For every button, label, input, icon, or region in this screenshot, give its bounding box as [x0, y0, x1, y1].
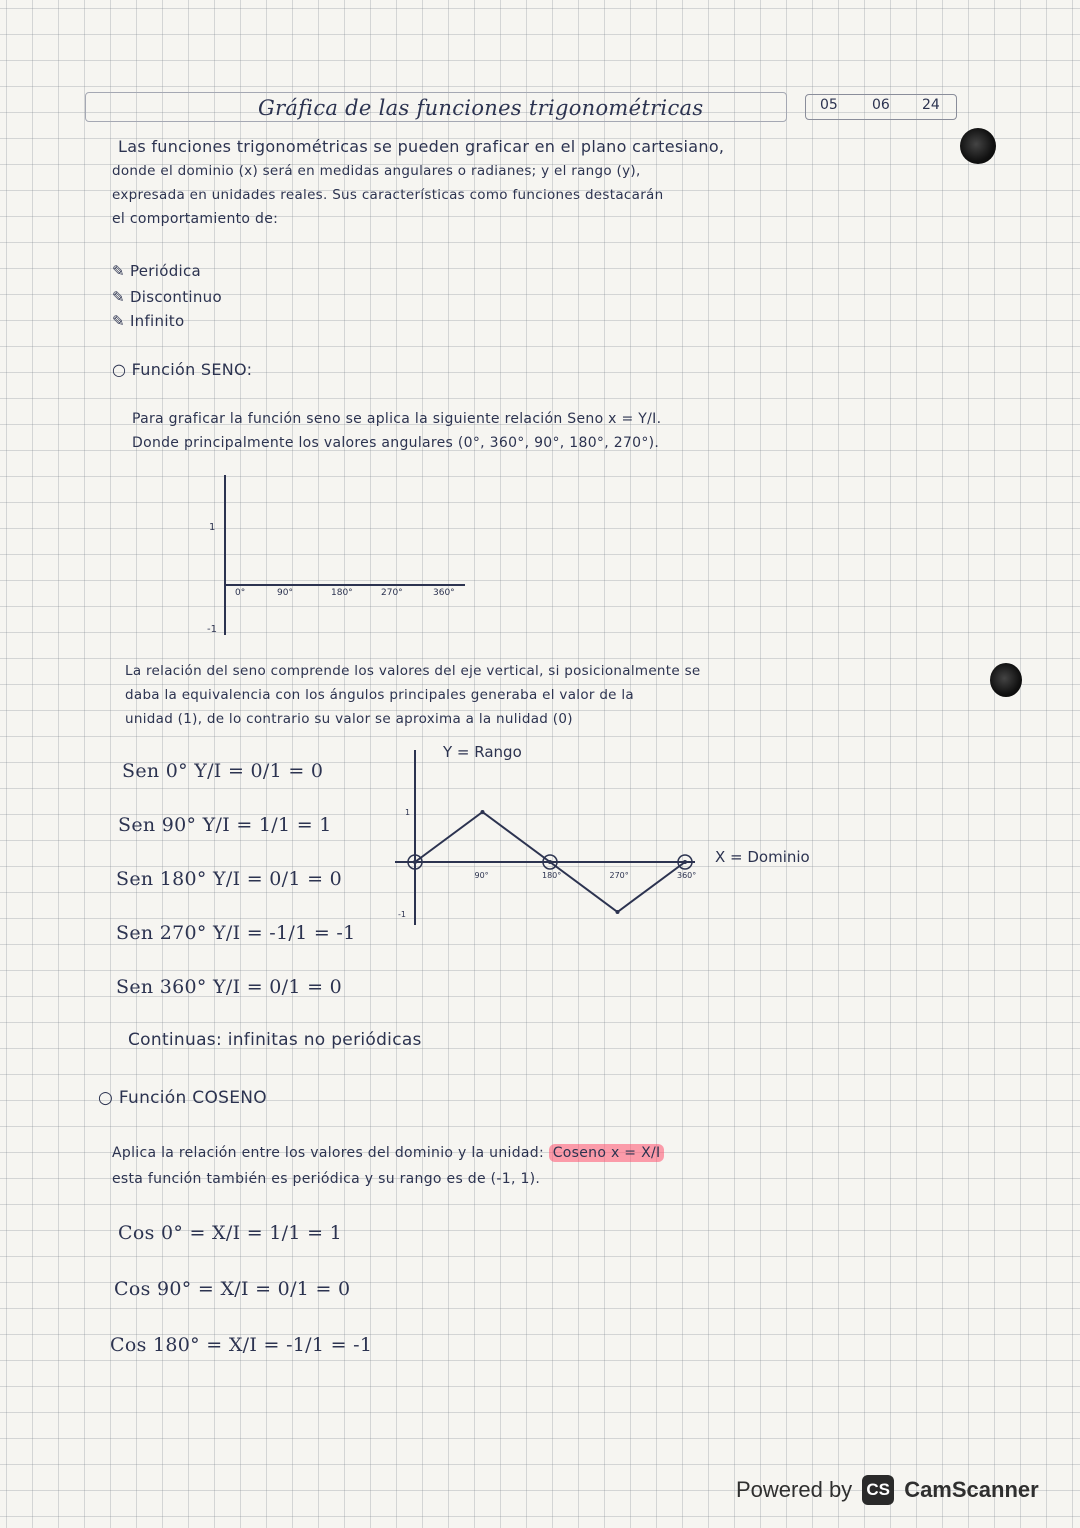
- circle-bullet-icon: ○: [98, 1088, 119, 1108]
- trait-periodica: ✎ Periódica: [112, 262, 202, 280]
- camscanner-logo-icon: CS: [862, 1475, 894, 1505]
- graph2-y-tick-1: 1: [405, 808, 411, 817]
- intro-line-2: donde el dominio (x) será en medidas angulares o radianes; y el rango (y),: [112, 163, 641, 179]
- graph1-x-tick-90: 90°: [277, 588, 293, 598]
- seno-para-2: Donde principalmente los valores angulares (0°, 360°, 90°, 180°, 270°).: [132, 435, 660, 451]
- graph1-y-tick-1: 1: [209, 522, 216, 533]
- sen-equation-360: Sen 360° Y/I = 0/1 = 0: [116, 976, 343, 998]
- sine-data-point: [548, 860, 552, 864]
- coseno-heading: ○ Función COSENO: [98, 1088, 267, 1108]
- graph2-y-tick-minus1: -1: [398, 910, 406, 919]
- graph1-x-tick-0: 0°: [235, 588, 246, 598]
- sine-wave-chart: [395, 735, 855, 930]
- sine-data-point: [481, 810, 485, 814]
- continuas-note: Continuas: infinitas no periódicas: [128, 1030, 422, 1050]
- graph2-x-label: X = Dominio: [715, 848, 810, 866]
- intro-line-1: Las funciones trigonométricas se pueden graficar en el plano cartesiano,: [118, 137, 725, 156]
- intro-line-4: el comportamiento de:: [112, 211, 279, 227]
- cos-equation-0: Cos 0° = X/I = 1/1 = 1: [118, 1222, 343, 1244]
- bullet-mark-icon: ✎: [112, 262, 130, 280]
- sen-equation-180: Sen 180° Y/I = 0/1 = 0: [116, 868, 343, 890]
- graph1-x-tick-180: 180°: [331, 588, 353, 598]
- cos-equation-90: Cos 90° = X/I = 0/1 = 0: [114, 1278, 351, 1300]
- trait-discontinuo: ✎ Discontinuo: [112, 288, 222, 306]
- trait-infinito: ✎ Infinito: [112, 312, 185, 330]
- seno-para-4: daba la equivalencia con los ángulos principales generaba el valor de la: [125, 687, 635, 703]
- coseno-formula-highlight: Coseno x = X/I: [549, 1144, 665, 1162]
- graph2-x-tick: 90°: [474, 871, 489, 880]
- sine-data-point: [616, 910, 620, 914]
- graph1-x-tick-360: 360°: [433, 588, 455, 598]
- camscanner-brand: CamScanner: [904, 1477, 1039, 1502]
- powered-by-text: Powered by: [736, 1477, 853, 1502]
- seno-para-1: Para graficar la función seno se aplica la siguiente relación Seno x = Y/I.: [132, 411, 662, 427]
- coseno-para-2: esta función también es periódica y su rango es de (-1, 1).: [112, 1171, 541, 1187]
- binder-hole-middle: [990, 663, 1022, 697]
- sen-equation-0: Sen 0° Y/I = 0/1 = 0: [122, 760, 324, 782]
- coseno-para-1: Aplica la relación entre los valores del dominio y la unidad: Coseno x = X/I: [112, 1142, 664, 1164]
- binder-hole-top: [960, 128, 996, 164]
- seno-para-5: unidad (1), de lo contrario su valor se aproxima a la nulidad (0): [125, 711, 573, 727]
- camscanner-watermark: [736, 1470, 1039, 1510]
- seno-heading: ○ Función SENO:: [112, 360, 253, 379]
- bullet-mark-icon: ✎: [112, 288, 130, 306]
- date-month: 06: [872, 97, 890, 113]
- graph2-y-label: Y = Rango: [443, 743, 522, 761]
- sen-equation-270: Sen 270° Y/I = -1/1 = -1: [116, 922, 356, 944]
- cos-equation-180: Cos 180° = X/I = -1/1 = -1: [110, 1334, 373, 1356]
- intro-line-3: expresada en unidades reales. Sus características como funciones destacarán: [112, 187, 664, 203]
- bullet-mark-icon: ✎: [112, 312, 130, 330]
- graph2-x-tick: 270°: [609, 871, 629, 880]
- graph1-y-tick-minus1: -1: [207, 624, 217, 635]
- graph2-x-tick: 360°: [677, 871, 697, 880]
- circle-bullet-icon: ○: [112, 360, 132, 379]
- seno-para-3: La relación del seno comprende los valores del eje vertical, si posicionalmente se: [125, 663, 701, 679]
- date-day: 05: [820, 97, 838, 113]
- sen-equation-90: Sen 90° Y/I = 1/1 = 1: [118, 814, 332, 836]
- graph1-x-tick-270: 270°: [381, 588, 403, 598]
- sine-data-point: [413, 860, 417, 864]
- sine-data-point: [683, 860, 687, 864]
- graph2-x-tick: 180°: [542, 871, 562, 880]
- date-year: 24: [922, 97, 940, 113]
- sine-axes-graph: [195, 470, 495, 650]
- page-title: Gráfica de las funciones trigonométricas: [258, 96, 704, 120]
